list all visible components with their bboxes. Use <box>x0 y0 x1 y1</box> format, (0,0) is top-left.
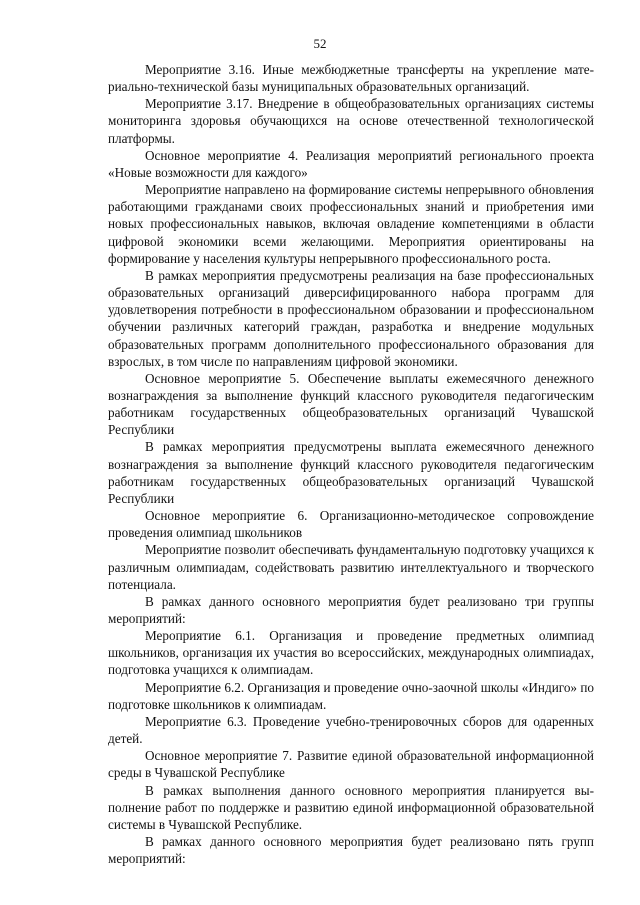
paragraph-activity-5-scope: В рамках мероприятия предусмотрены выплата ежемесячного денежного вознаграждения за выполнение функций классного руководителя педагогическим работникам государственных общеобразовательных организаций Чувашской Республики <box>108 439 594 506</box>
paragraph-3-17: Мероприятие 3.17. Внедрение в общеобразовательных организациях системы мониторинга здоровья обучающихся на основе отечественной технологической платформы. <box>108 96 594 146</box>
heading-main-activity-7: Основное мероприятие 7. Развитие единой образовательной информационной среды в Чувашской Республике <box>108 748 594 781</box>
paragraph-activity-4-purpose: Мероприятие направлено на формирование системы непрерывного обновления работающими гражданами своих профессиональных знаний и приобретения ими новых профессиональных навыков, включая овладение компетенциями в области цифровой экономики всеми желающими. Мероприятия ориентированы на формирование у населения культуры непрерывного профессионального роста. <box>108 182 594 266</box>
paragraph-activity-7-plan: В рамках выполнения данного основного мероприятия планируется выполнение работ по поддержке и развитию единой информационной образовательной системы в Чувашской Республике. <box>108 782 594 832</box>
heading-main-activity-4: Основное мероприятие 4. Реализация мероприятий регионального проекта «Новые возможности для каждого» <box>108 147 594 180</box>
document-body <box>108 61 594 867</box>
paragraph-activity-4-scope: В рамках мероприятия предусмотрены реализация на базе профессиональных образовательных организаций диверсифицированного набора программ для удовлетворения потребности в профессиональном образовании и профессиональном обучении различных категорий граждан, разработка и внедрение модульных образовательных программ дополнительного профессионального образования для взрослых, в том числе по направлениям цифровой экономики. <box>108 267 594 369</box>
paragraph-6-2: Мероприятие 6.2. Организация и проведение очно-заочной школы «Индиго» по подготовке школьников к олимпиадам. <box>108 679 594 712</box>
paragraph-activity-6-groups: В рамках данного основного мероприятия будет реализовано три группы мероприятий: <box>108 593 594 626</box>
heading-main-activity-5: Основное мероприятие 5. Обеспечение выплаты ежемесячного денежного вознаграждения за выполнение функций классного руководителя педагогическим работникам государственных общеобразовательных организаций Чувашской Республики <box>108 370 594 438</box>
paragraph-3-16: Мероприятие 3.16. Иные межбюджетные трансферты на укрепление материально-технической базы муниципальных образовательных организаций. <box>108 62 594 95</box>
page-number: 52 <box>313 36 327 51</box>
paragraph-6-1: Мероприятие 6.1. Организация и проведение предметных олимпиад школьников, организация их участия во всероссийских, международных олимпиадах, подготовка учащихся к олимпиадам. <box>108 628 594 678</box>
paragraph-activity-7-groups: В рамках данного основного мероприятия будет реализовано пять групп мероприятий: <box>108 834 594 867</box>
paragraph-6-3: Мероприятие 6.3. Проведение учебно-тренировочных сборов для одаренных детей. <box>108 713 594 747</box>
heading-main-activity-6: Основное мероприятие 6. Организационно-методическое сопровождение проведения олимпиад школьников <box>108 508 594 541</box>
paragraph-activity-6-purpose: Мероприятие позволит обеспечивать фундаментальную подготовку учащихся к различным олимпиадам, содействовать развитию интеллектуального и творческого потенциала. <box>108 542 594 592</box>
